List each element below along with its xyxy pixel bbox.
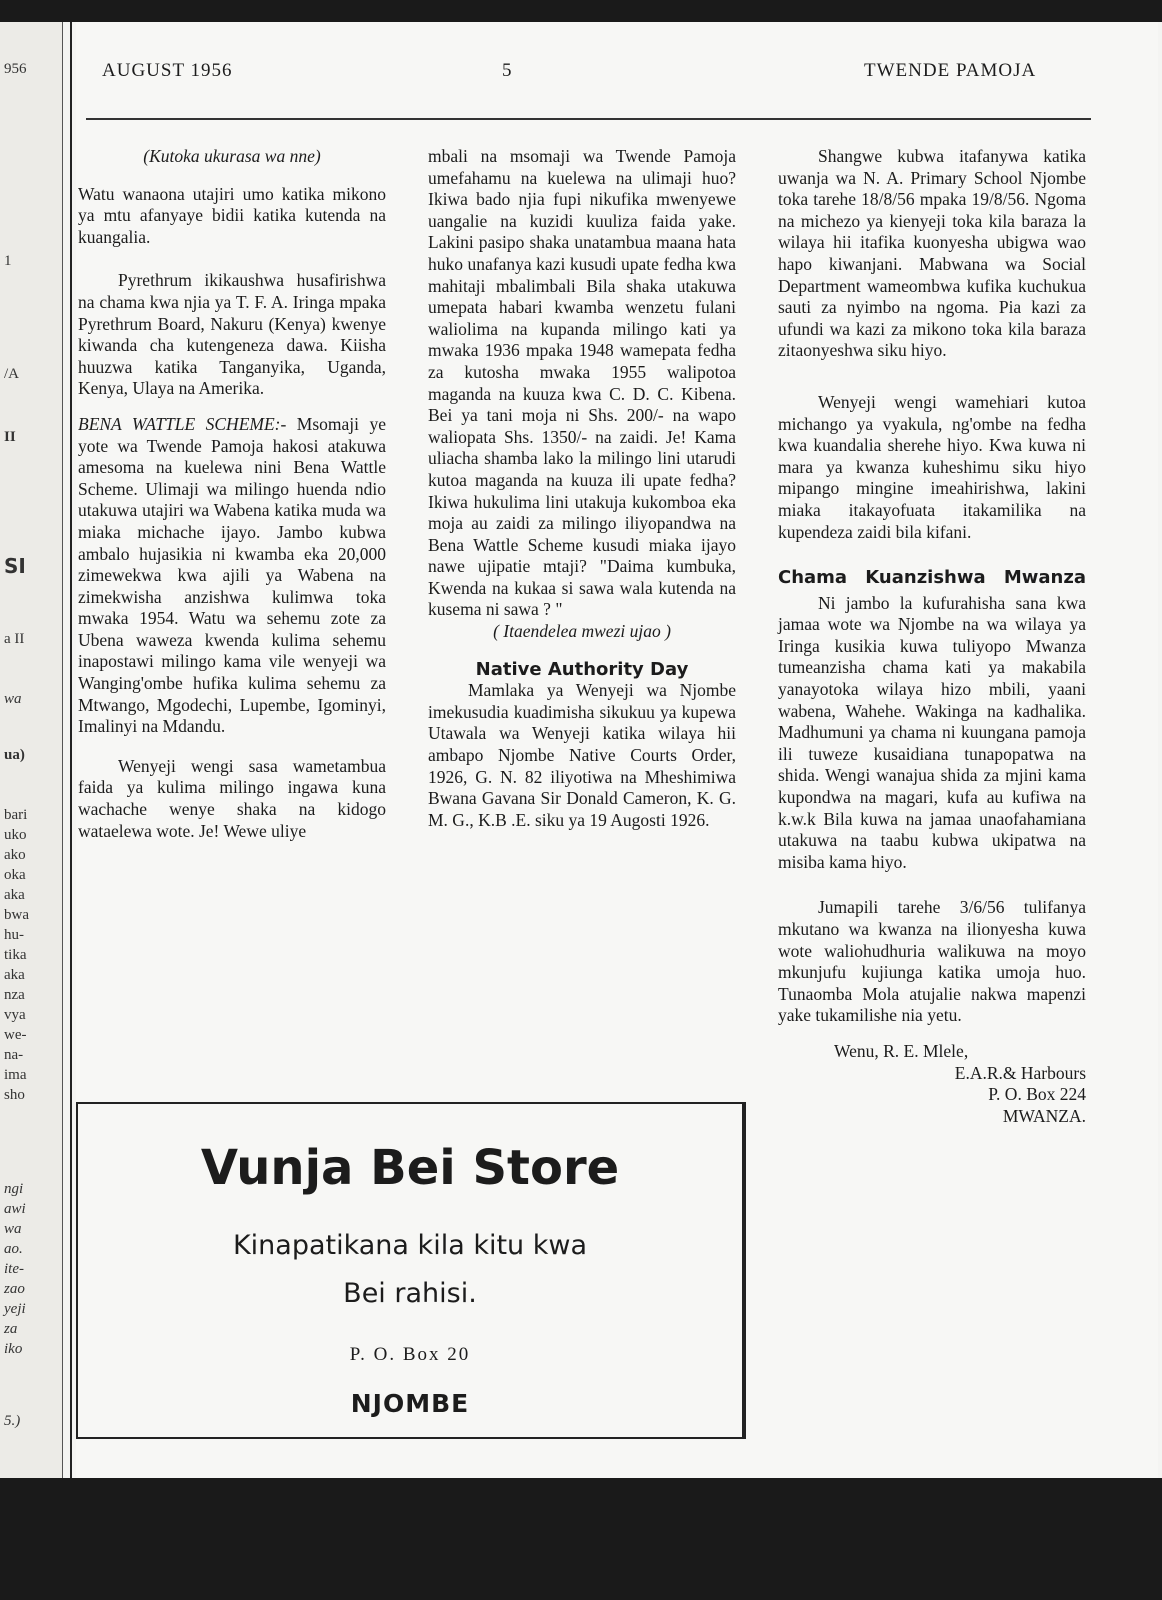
paragraph: mbali na msomaji wa Twende Pamoja umefahamu na kuelewa na ulimaji huo? Ikiwa bado njia fupi nikufika mwenyewe uangalie na kuzidi kuuliza faida yake. Lakini pasipo shaka unatambua maana hata huko unafanya kazi kusudi upate fedha kwa mahitaji mbalimbali Bila shaka utakuwa umepata habari kwamba wenzetu fulani waliolima na kupanda milingo kati ya mwaka 1936 mpaka 1948 wamepata fedha za kutosha mwaka 1955 walipotoa maganda na kuuza kwa C. D. C. Kibena. Bei ya tani moja ni Shs. 200/- na wapo waliopata Shs. 1350/- na zaidi. Je! Kama uliacha shamba lako la milingo lini utarudi kutoa maganda na kuuza ili upate fedha? Ikiwa hukulima lini utakuja kukomboa eka moja au zaidi za milingo iliyopandwa na Bena Wattle Scheme kusudi miaka ijayo nawe ujipatie mtaji? "Daima kumbuka, Kwenda na kukaa si sawa wala kutenda na kusema ni sawa ? " bbox=[428, 146, 736, 620]
advert-town: NJOMBE bbox=[350, 1389, 470, 1418]
margin-fragment: zao bbox=[4, 1281, 25, 1297]
advert-line: Kinapatikana kila kitu kwa bbox=[232, 1230, 588, 1261]
signature-line: Wenu, R. E. Mlele, bbox=[834, 1040, 969, 1061]
margin-fragment: 956 bbox=[4, 61, 27, 77]
paragraph: Jumapili tarehe 3/6/56 tulifanya mkutano wa kwanza na ilionyesha kuwa wote waliohudhuria walikuwa na moyo mkunjufu kujiunga katika umoja huo. Tunaomba Mola atujalie nakwa mapenzi yake tukamilishe nia yetu. bbox=[778, 897, 1086, 1026]
margin-fragment: ako bbox=[4, 847, 26, 863]
margin-fragment: vya bbox=[4, 1007, 26, 1023]
paragraph: Mamlaka ya Wenyeji wa Njombe imekusudia kuadimisha sikukuu ya kupewa Utawala wa Wenyeji katika wilaya hii ambapo Njombe Native Courts Order, 1926, G. N. 82 iliyotiwa na Mheshimiwa Bwana Gavana Sir Donald Cameron, K. G. M. G., K.B .E. siku ya 19 Augosti 1926. bbox=[428, 680, 736, 830]
header-rule bbox=[86, 118, 1091, 120]
paragraph: Ni jambo la kufurahisha sana kwa jamaa wote wa Njombe na wa wilaya ya Iringa kusikia kuwa tuliyopo Mwanza tumeanzisha chama kati ya makabila yanayotoka wilaya hizo mbili, yaani wabena, Wahehe. Wakinga na kadhalika. Madhumuni ya chama ni kuungana pamoja ili tuweze kusaidiana tunapopatwa na shida. Wengi wanajua shida za mjini kama kupondwa na magari, kufa au kufiwa na k.w.k Bila kuwa na jamaa unaofahamiana utakuwa na taabu kubwa ukipatwa na misiba kama hiyo. bbox=[778, 592, 1086, 872]
margin-fragment: bari bbox=[4, 807, 28, 823]
margin-fragment: awi bbox=[4, 1201, 26, 1217]
margin-fragment: /A bbox=[4, 366, 19, 382]
page-edge-line bbox=[62, 22, 63, 1478]
continued-note: ( Itaendelea mwezi ujao ) bbox=[493, 621, 671, 642]
margin-fragment: sho bbox=[4, 1087, 25, 1103]
paragraph: Wenyeji wengi wamehiari kutoa michango ya vyakula, ng'ombe na fedha kwa kuandalia sherehe hiyo. Kwa kuwa ni mara ya kwanza kuheshimu siku hiyo mipango mingine imeahirishwa, lakini miaka itakayofuata itakamilika na kupendeza zaidi bila kifani. bbox=[778, 391, 1086, 542]
margin-fragment: 1 bbox=[4, 253, 12, 269]
advert-title: Vunja Bei Store bbox=[200, 1140, 620, 1196]
signature-line: P. O. Box 224 bbox=[988, 1084, 1086, 1105]
paragraph: Watu wanaona utajiri umo katika mikono ya mtu afanyaye bidii katika kutenda na kuangalia. bbox=[78, 183, 386, 247]
margin-fragment: II bbox=[4, 429, 16, 445]
margin-fragment: SI bbox=[4, 554, 26, 578]
margin-fragment: uko bbox=[4, 827, 27, 843]
margin-fragment: aka bbox=[4, 967, 25, 983]
margin-fragment: oka bbox=[4, 867, 26, 883]
margin-fragment: za bbox=[4, 1321, 18, 1337]
margin-fragment: a II bbox=[4, 631, 25, 647]
margin-fragment: 5.) bbox=[4, 1413, 21, 1429]
column-1 bbox=[78, 146, 386, 842]
margin-fragment: ngi bbox=[4, 1181, 24, 1197]
paragraph: Pyrethrum ikikaushwa husafirishwa na chama kwa njia ya T. F. A. Iringa mpaka Pyrethrum Board, Nakuru (Kenya) kwenye kiwanda cha kutengeneza dawa. Kiisha huuzwa katika Tanganyika, Uganda, Kenya, Ulaya na Amerika. bbox=[78, 270, 386, 399]
continuation-note: (Kutoka ukurasa wa nne) bbox=[143, 146, 321, 166]
margin-fragment: bwa bbox=[4, 907, 29, 923]
margin-fragment: aka bbox=[4, 887, 25, 903]
scan-border-bottom bbox=[0, 1478, 1162, 1600]
margin-fragment: wa bbox=[4, 691, 22, 707]
section-heading: Native Authority Day bbox=[475, 658, 689, 680]
margin-fragment: iko bbox=[4, 1341, 23, 1357]
margin-fragment: ite- bbox=[4, 1261, 24, 1277]
adjacent-page-strip bbox=[0, 22, 62, 1478]
margin-fragment: ima bbox=[4, 1067, 27, 1083]
section-lead: BENA WATTLE SCHEME:- bbox=[78, 413, 287, 434]
paragraph: BENA WATTLE SCHEME:- Msomaji ye yote wa Twende Pamoja hakosi atakuwa amesoma na kuelewa nini Bena Wattle Scheme. Ulimaji wa milingo huenda ndio utakuwa utajiri wa Wabena katika muda wa miaka michache ijayo. Jambo kubwa ambalo hujasikia ni kwamba eka 20,000 zimewekwa kwa ajili ya Wabena na zimekwisha anzishwa kulimwa toka mwaka 1954. Watu wa sehemu zote za Ubena waweza kwenda kulima sehemu inapostawi milingo kama vile wenyeji wa Wanging'ombe hufika kulima sehemu za Mtwango, Mgodechi, Lupembe, Igominyi, Imalinyi na Mdandu. bbox=[78, 413, 386, 737]
margin-fragment: wa bbox=[4, 1221, 22, 1237]
signature-line: E.A.R.& Harbours bbox=[954, 1062, 1086, 1083]
margin-fragment: tika bbox=[4, 947, 27, 963]
header-publication: TWENDE PAMOJA bbox=[864, 60, 1037, 81]
page-binding-rule bbox=[70, 22, 72, 1478]
scan-border-top bbox=[0, 0, 1162, 22]
advert-line: Bei rahisi. bbox=[343, 1278, 477, 1309]
signature-line: MWANZA. bbox=[1002, 1105, 1086, 1126]
margin-fragment: nza bbox=[4, 987, 25, 1003]
section-heading: Chama Kuanzishwa Mwanza bbox=[778, 567, 1086, 589]
paragraph: Shangwe kubwa itafanywa katika uwanja wa N. A. Primary School Njombe toka tarehe 18/8/56 mpaka 19/8/56. Ngoma na michezo ya kienyeji toka kila baraza la wilaya hii itafika kuonyesha ubigwa wao hapo kiwanjani. Mabwana wa Social Department wameombwa kufika kuchukua sauti za nyimbo na ngoma. Pia kazi za ufundi wa kazi za mikono toka kila baraza zitaonyeshwa siku hiyo. bbox=[778, 146, 1086, 361]
margin-fragment: we- bbox=[4, 1027, 27, 1043]
header-date: AUGUST 1956 bbox=[102, 60, 233, 81]
paragraph: Wenyeji wengi sasa wametambua faida ya kulima milingo ingawa kuna wachache wenye shaka na kidogo wataelewa wote. Je! Wewe uliye bbox=[78, 755, 386, 841]
header-page-number: 5 bbox=[502, 60, 513, 81]
margin-fragment: hu- bbox=[4, 927, 24, 943]
margin-fragment: ao. bbox=[4, 1241, 23, 1257]
margin-fragment: na- bbox=[4, 1047, 24, 1063]
column-3 bbox=[778, 146, 1086, 1127]
store-advertisement bbox=[76, 1102, 746, 1439]
margin-fragment: yeji bbox=[4, 1301, 26, 1317]
margin-fragment: ua) bbox=[4, 747, 25, 763]
column-2 bbox=[428, 146, 736, 831]
advert-po-box: P. O. Box 20 bbox=[349, 1344, 471, 1365]
